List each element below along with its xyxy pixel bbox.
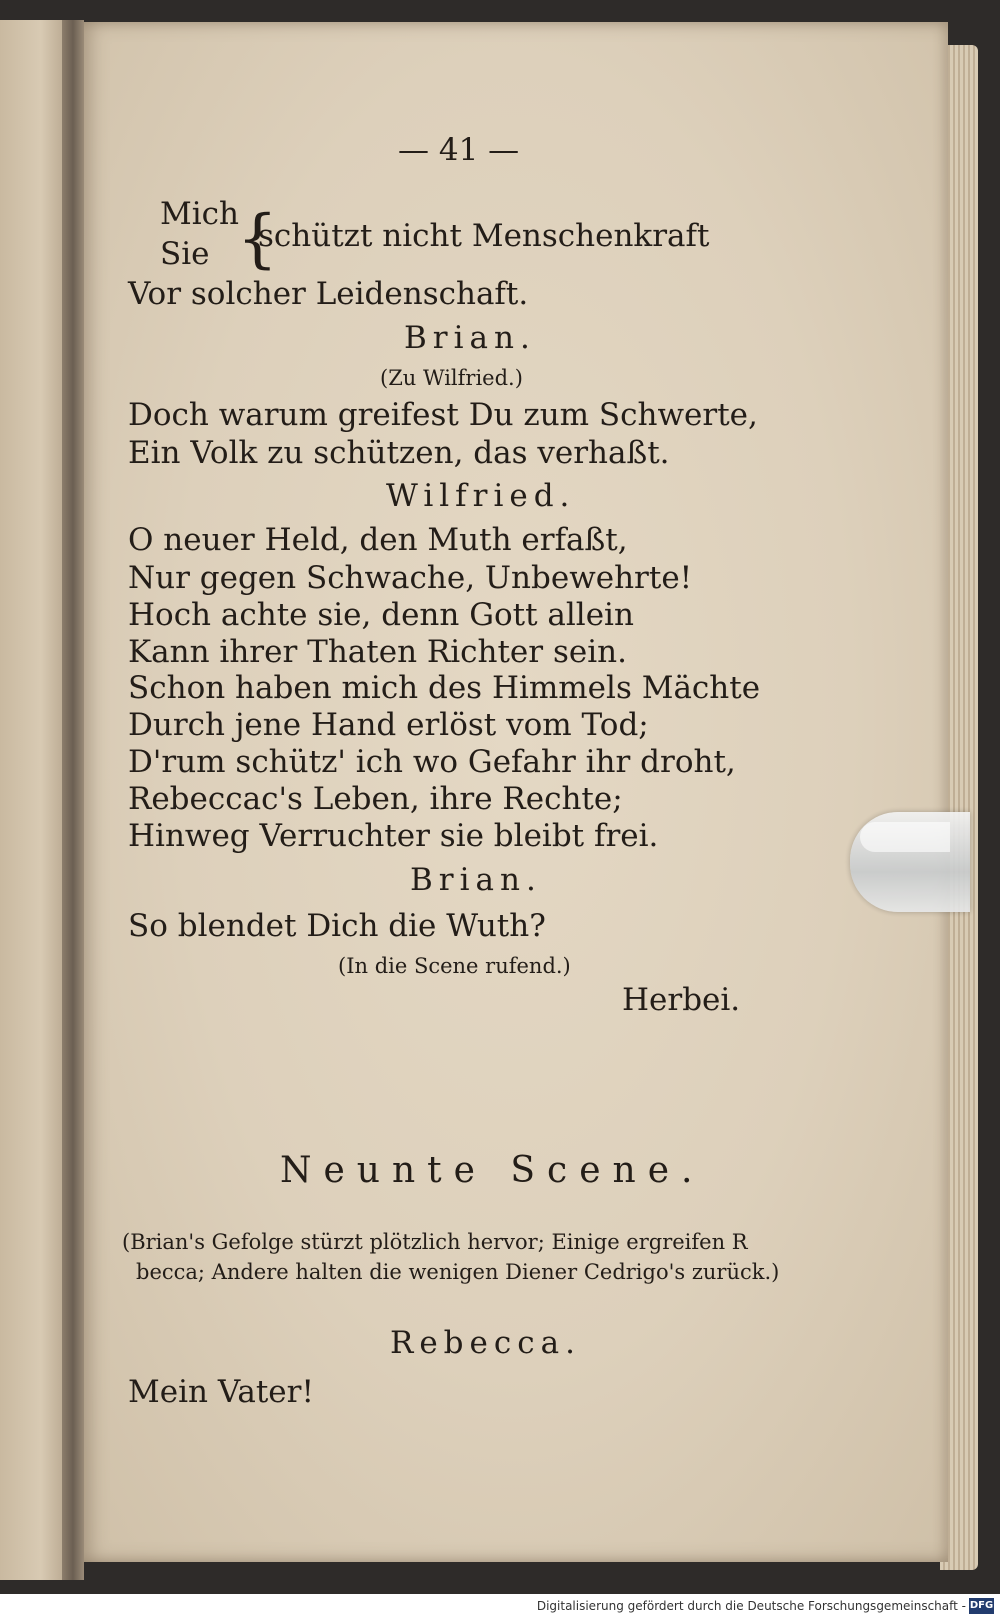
text-line: D'rum schütz' ich wo Gefahr ihr droht,	[128, 744, 736, 780]
speaker-name: Wilfried.	[386, 478, 576, 514]
text-line: Rebeccac's Leben, ihre Rechte;	[128, 781, 623, 817]
text-line: Vor solcher Leidenschaft.	[128, 276, 529, 312]
text-line: Hinweg Verruchter sie bleibt frei.	[128, 818, 659, 854]
speaker-name: Rebecca.	[390, 1325, 581, 1361]
scene-direction-line: becca; Andere halten die wenigen Diener Cedrigo's zurück.)	[136, 1260, 780, 1284]
scene-title: Neunte Scene.	[280, 1150, 705, 1191]
speaker-name: Brian.	[410, 862, 542, 898]
text-line: So blendet Dich die Wuth?	[128, 908, 546, 944]
text-line: Schon haben mich des Himmels Mächte	[128, 670, 761, 706]
brace-top-word: Mich	[160, 196, 239, 232]
brace-line: schützt nicht Menschenkraft	[258, 218, 710, 254]
footer-credit: Digitalisierung gefördert durch die Deutsche Forschungsgemeinschaft -	[536, 1599, 966, 1613]
text-line: Mein Vater!	[128, 1374, 314, 1410]
text-line: Hoch achte sie, denn Gott allein	[128, 597, 634, 633]
scene-direction-line: (Brian's Gefolge stürzt plötzlich hervor; Einige ergreifen R	[122, 1230, 748, 1254]
text-line: Durch jene Hand erlöst vom Tod;	[128, 707, 649, 743]
stage-direction: (In die Scene rufend.)	[338, 954, 571, 978]
book-gutter	[62, 20, 84, 1580]
page-number: — 41 —	[398, 132, 520, 168]
text-line: Kann ihrer Thaten Richter sein.	[128, 634, 627, 670]
left-page-edge	[0, 20, 68, 1580]
text-line: O neuer Held, den Muth erfaßt,	[128, 522, 628, 558]
page-clip-highlight	[860, 822, 950, 852]
speaker-name: Brian.	[404, 320, 536, 356]
text-line: Doch warum greifest Du zum Schwerte,	[128, 397, 758, 433]
curly-brace: {	[237, 202, 278, 276]
text-line: Nur gegen Schwache, Unbewehrte!	[128, 560, 693, 596]
text-line: Ein Volk zu schützen, das verhaßt.	[128, 435, 670, 471]
dfg-logo: DFG	[969, 1598, 994, 1614]
stage-direction: (Zu Wilfried.)	[380, 366, 523, 390]
text-line: Herbei.	[622, 982, 741, 1018]
brace-bottom-word: Sie	[160, 236, 210, 272]
